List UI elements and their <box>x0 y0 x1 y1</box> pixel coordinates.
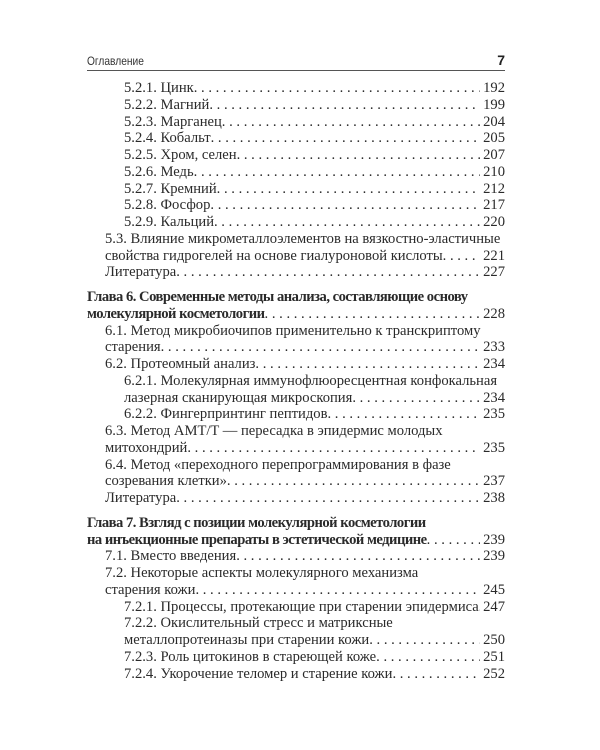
toc-page-number: 235 <box>483 406 505 423</box>
toc-entry-line <box>124 632 505 649</box>
toc-entry[interactable] <box>87 214 505 231</box>
toc-chapter[interactable] <box>87 515 505 549</box>
toc-entry-title: 7.2.1. Процессы, протекающие при старении эпидермиса <box>124 598 479 615</box>
toc-entry-title: 5.2.9. Кальций <box>124 214 214 230</box>
toc-entry[interactable] <box>87 231 505 265</box>
toc-page-number: 204 <box>483 113 505 130</box>
toc-entry-line <box>87 515 505 532</box>
dot-leader <box>194 164 480 181</box>
toc-page-number: 227 <box>483 264 505 281</box>
dot-leader <box>214 214 480 231</box>
toc-page-number: 252 <box>483 665 505 682</box>
dot-leader <box>369 632 480 649</box>
toc-entry-line <box>87 289 505 306</box>
table-of-contents <box>87 80 505 682</box>
toc-entry-title: 7.2.2. Окислительный стресс и матриксные <box>124 615 393 632</box>
toc-entry-title: 6.1. Метод микробиочипов применительно к транскриптому <box>105 322 481 339</box>
toc-entry-title: Литература <box>105 490 177 506</box>
toc-entry-line <box>124 97 505 114</box>
toc-entry[interactable] <box>87 599 505 616</box>
toc-entry-title: 5.2.7. Кремний <box>124 180 217 197</box>
toc-entry-title: 6.2.1. Молекулярная иммунофлюоресцентная конфокальная <box>124 372 498 389</box>
toc-page-number: 237 <box>483 473 505 490</box>
toc-page-number: 245 <box>483 581 505 598</box>
toc-entry[interactable] <box>87 565 505 599</box>
toc-page-number: 233 <box>483 339 505 356</box>
toc-entry-line <box>124 214 505 231</box>
toc-page-number: 205 <box>483 130 505 147</box>
toc-entry-title: 6.4. Метод «переходного перепрограммирования в фазе <box>105 456 451 473</box>
toc-page-number: 251 <box>483 648 505 665</box>
toc-entry[interactable] <box>87 114 505 131</box>
dot-leader <box>217 181 480 198</box>
toc-page-number: 239 <box>483 531 505 548</box>
toc-entry-line <box>124 373 505 390</box>
toc-entry-line <box>105 248 505 265</box>
toc-entry-title: созревания клетки» <box>105 473 227 490</box>
dot-leader <box>194 80 480 97</box>
dot-leader <box>227 473 480 490</box>
toc-entry-title: 6.3. Метод AMT/T — пересадка в эпидермис молодых <box>105 423 443 439</box>
toc-page-number: 234 <box>483 356 505 372</box>
toc-entry[interactable] <box>87 649 505 666</box>
toc-entry[interactable] <box>87 80 505 97</box>
toc-entry-title: митохондрий <box>105 439 188 456</box>
toc-entry-title: 5.2.4. Кобальт <box>124 130 211 147</box>
toc-entry-line <box>124 197 505 214</box>
toc-entry-line <box>124 181 505 198</box>
toc-entry-line <box>124 599 505 616</box>
toc-entry[interactable] <box>87 97 505 114</box>
toc-entry-line <box>105 339 505 356</box>
dot-leader <box>209 97 480 114</box>
toc-entry-title: старения <box>105 339 161 356</box>
toc-entry-title: 7.1. Вместо введения <box>105 548 237 565</box>
toc-page-number: 228 <box>483 305 505 322</box>
toc-entry-line <box>105 231 505 248</box>
toc-page-number: 210 <box>483 163 505 180</box>
toc-entry-title: 5.2.2. Магний <box>124 96 210 113</box>
toc-entry-title: 5.2.5. Хром, селен <box>124 147 237 163</box>
toc-entry[interactable] <box>87 666 505 683</box>
toc-entry[interactable] <box>87 181 505 198</box>
toc-entry-title: 7.2. Некоторые аспекты молекулярного механизма <box>105 565 419 581</box>
toc-entry[interactable] <box>87 423 505 457</box>
toc-page-number: 239 <box>483 548 505 565</box>
toc-entry-line <box>124 390 505 407</box>
toc-entry-title: 6.2. Протеомный анализ <box>105 356 256 372</box>
toc-entry-title: 5.2.3. Марганец <box>124 113 222 130</box>
toc-entry[interactable] <box>87 373 505 407</box>
dot-leader <box>265 306 481 323</box>
toc-entry-title: старения кожи <box>105 581 196 598</box>
dot-leader <box>376 649 480 666</box>
toc-page-number: 238 <box>483 490 505 506</box>
toc-entry-line <box>105 490 505 507</box>
toc-entry-title: молекулярной косметологии <box>87 305 265 322</box>
toc-entry-line <box>105 582 505 599</box>
toc-entry[interactable] <box>87 490 505 507</box>
toc-entry[interactable] <box>87 356 505 373</box>
toc-entry-line <box>124 130 505 147</box>
toc-entry-line <box>124 406 505 423</box>
toc-entry-line <box>105 440 505 457</box>
dot-leader <box>443 248 480 265</box>
toc-entry[interactable] <box>87 130 505 147</box>
dot-leader <box>427 532 480 549</box>
toc-entry[interactable] <box>87 548 505 565</box>
dot-leader <box>210 197 480 214</box>
toc-page-number: 234 <box>483 389 505 406</box>
dot-leader <box>237 147 481 164</box>
dot-leader <box>352 390 480 407</box>
toc-entry-title: 7.2.4. Укорочение теломер и старение кожи <box>124 665 393 682</box>
toc-entry-title: 5.2.1. Цинк <box>124 80 194 96</box>
toc-page-number: 192 <box>483 80 505 96</box>
toc-entry[interactable] <box>87 615 505 649</box>
toc-entry-line <box>124 164 505 181</box>
toc-entry-title: на инъекционные препараты в эстетической медицине <box>87 531 427 548</box>
toc-entry-line <box>105 548 505 565</box>
toc-entry-line <box>124 80 505 97</box>
toc-entry-line <box>105 323 505 340</box>
toc-entry[interactable] <box>87 264 505 281</box>
toc-entry-line <box>105 457 505 474</box>
toc-page-number: 217 <box>483 197 505 214</box>
toc-page-number: 250 <box>483 632 505 648</box>
running-header <box>87 52 505 71</box>
toc-entry[interactable] <box>87 147 505 164</box>
toc-entry-title: Глава 6. Современные методы анализа, составляющие основу <box>87 289 468 305</box>
toc-entry-title: свойства гидрогелей на основе гиалуроновой кислоты <box>105 247 443 264</box>
toc-chapter[interactable] <box>87 289 505 323</box>
toc-entry[interactable] <box>87 457 505 491</box>
toc-entry-line <box>105 565 505 582</box>
dot-leader <box>176 490 480 507</box>
toc-entry-title: 7.2.3. Роль цитокинов в стареющей коже <box>124 648 377 665</box>
toc-entry-line <box>124 666 505 683</box>
dot-leader <box>161 339 480 356</box>
page-number: 7 <box>497 52 505 68</box>
dot-leader <box>195 582 480 599</box>
dot-leader <box>255 356 480 373</box>
toc-entry[interactable] <box>87 164 505 181</box>
toc-entry-line <box>105 356 505 373</box>
toc-entry-title: лазерная сканирующая микроскопия <box>124 389 353 406</box>
toc-entry-title: 5.2.8. Фосфор <box>124 197 211 214</box>
dot-leader <box>211 130 481 147</box>
dot-leader <box>327 406 480 423</box>
toc-entry-line <box>124 649 505 666</box>
toc-page-number: 220 <box>483 214 505 230</box>
toc-entry[interactable] <box>87 406 505 423</box>
toc-entry-line <box>87 532 505 549</box>
toc-page-number: 212 <box>483 180 505 197</box>
toc-entry-title: металлопротеиназы при старении кожи <box>124 632 370 648</box>
toc-entry-line <box>87 306 505 323</box>
toc-entry-title: 5.2.6. Медь <box>124 163 194 180</box>
toc-entry-line <box>105 423 505 440</box>
dot-leader <box>176 264 480 281</box>
toc-entry-line <box>105 473 505 490</box>
toc-entry-title: Литература <box>105 264 177 281</box>
toc-entry[interactable] <box>87 197 505 214</box>
toc-entry-line <box>124 147 505 164</box>
toc-entry-line <box>105 264 505 281</box>
toc-page-number: 207 <box>483 147 505 163</box>
dot-leader <box>236 548 480 565</box>
toc-page-number: 247 <box>483 598 505 615</box>
dot-leader <box>187 440 480 457</box>
toc-page-number: 235 <box>483 439 505 456</box>
toc-page-number: 221 <box>483 247 505 264</box>
running-header-title: Оглавление <box>87 54 144 68</box>
toc-entry-title: 6.2.2. Фингерпринтинг пептидов <box>124 406 328 423</box>
toc-entry-title: Глава 7. Взгляд с позиции молекулярной косметологии <box>87 514 426 531</box>
toc-entry[interactable] <box>87 323 505 357</box>
toc-entry-title: 5.3. Влияние микрометаллоэлементов на вязкостно-эластичные <box>105 230 501 247</box>
toc-page-number: 199 <box>483 96 505 113</box>
toc-entry-line <box>124 615 505 632</box>
toc-entry-line <box>124 114 505 131</box>
dot-leader <box>222 114 480 131</box>
dot-leader <box>392 666 480 683</box>
